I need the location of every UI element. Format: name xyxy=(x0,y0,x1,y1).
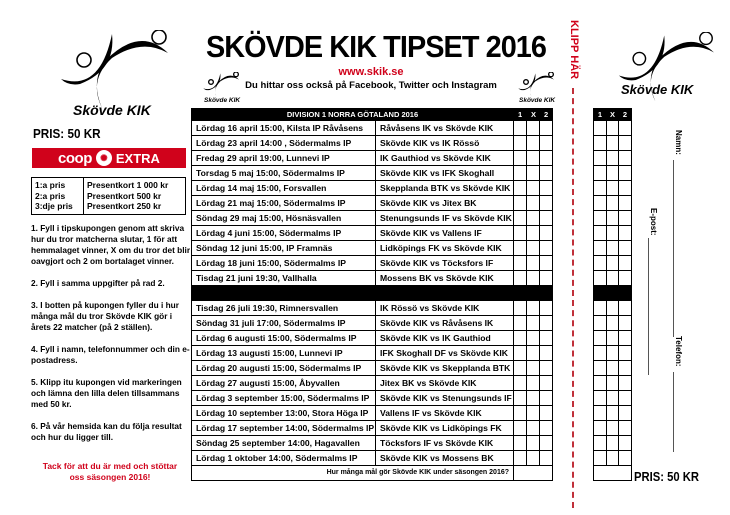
fixture-date: Lördag 14 maj 15:00, Forsvallen xyxy=(192,181,376,196)
sponsor-extra-text: EXTRA xyxy=(115,150,160,166)
goals-answer-field[interactable] xyxy=(514,466,553,481)
stub-pick-checkbox-x[interactable] xyxy=(607,451,619,466)
prize-value: Presentkort 250 kr xyxy=(87,201,162,211)
fixture-row xyxy=(192,451,553,466)
fixture-row xyxy=(192,421,553,436)
pick-checkbox-1[interactable] xyxy=(514,151,527,166)
col-1-header: 1 xyxy=(514,109,527,121)
stub-pick-checkbox-x[interactable] xyxy=(607,346,619,361)
cut-here-text: KLIPP HÄR xyxy=(568,20,580,80)
pick-checkbox-x[interactable] xyxy=(527,166,540,181)
stub-row xyxy=(594,331,632,346)
stub-pick-checkbox-x[interactable] xyxy=(607,316,619,331)
fixture-row xyxy=(192,316,553,331)
pick-checkbox-1[interactable] xyxy=(514,316,527,331)
coop-emblem-icon: ✺ xyxy=(96,150,112,166)
club-name-logo-text: Skövde KIK xyxy=(519,97,556,104)
fixture-match: Skövde KIK vs Jitex BK xyxy=(376,196,514,211)
fixture-header-row xyxy=(192,109,553,121)
fixture-date: Lördag 1 oktober 14:00, Södermalms IP xyxy=(192,451,376,466)
stub-pick-checkbox-1[interactable] xyxy=(594,271,607,286)
pick-checkbox-2[interactable] xyxy=(540,241,553,256)
col-2-header: 2 xyxy=(540,109,553,121)
pick-checkbox-1[interactable] xyxy=(514,121,527,136)
stub-pick-checkbox-2[interactable] xyxy=(619,436,632,451)
fixture-row xyxy=(192,166,553,181)
pick-checkbox-1[interactable] xyxy=(514,226,527,241)
stub-pick-checkbox-1[interactable] xyxy=(594,376,607,391)
stub-header-row xyxy=(594,109,632,121)
pick-checkbox-2[interactable] xyxy=(540,121,553,136)
pick-checkbox-1[interactable] xyxy=(514,181,527,196)
prize-table xyxy=(31,177,186,215)
stub-row xyxy=(594,211,632,226)
pick-checkbox-1[interactable] xyxy=(514,271,527,286)
fixture-match: Skövde KIK vs IK Rössö xyxy=(376,136,514,151)
stub-row xyxy=(594,361,632,376)
fixture-match: IK Rössö vs Skövde KIK xyxy=(376,301,514,316)
pick-checkbox-1[interactable] xyxy=(514,196,527,211)
col-x-header: X xyxy=(527,109,540,121)
fixture-row xyxy=(192,331,553,346)
prize-row xyxy=(32,178,186,215)
stub-pick-checkbox-2[interactable] xyxy=(619,256,632,271)
club-logo-large-right xyxy=(588,32,728,112)
fixture-date: Lördag 20 augusti 15:00, Södermalms IP xyxy=(192,361,376,376)
stub-table xyxy=(593,108,632,481)
fixture-row xyxy=(192,136,553,151)
pick-checkbox-2[interactable] xyxy=(540,436,553,451)
name-field-line[interactable] xyxy=(673,160,674,337)
fixture-row xyxy=(192,346,553,361)
stub-row xyxy=(594,421,632,436)
stub-pick-checkbox-2[interactable] xyxy=(619,136,632,151)
fixture-row xyxy=(192,151,553,166)
stub-pick-checkbox-2[interactable] xyxy=(619,241,632,256)
instruction-item: 3. I botten på kupongen fyller du i hur många mål du tror Skövde KIK gör i årets 22 matcher (på 2 ställen). xyxy=(31,300,179,332)
pick-checkbox-2[interactable] xyxy=(540,151,553,166)
pick-checkbox-2[interactable] xyxy=(540,331,553,346)
fixture-date: Söndag 25 september 14:00, Hagavallen xyxy=(192,436,376,451)
stub-pick-checkbox-2[interactable] xyxy=(619,376,632,391)
stub-pick-checkbox-x[interactable] xyxy=(607,406,619,421)
division-header: DIVISION 1 NORRA GÖTALAND 2016 xyxy=(192,109,514,121)
cut-line xyxy=(572,88,574,508)
stub-row xyxy=(594,451,632,466)
stub-pick-checkbox-1[interactable] xyxy=(594,316,607,331)
fixture-date: Lördag 6 augusti 15:00, Södermalms IP xyxy=(192,331,376,346)
fixture-row xyxy=(192,196,553,211)
pick-checkbox-2[interactable] xyxy=(540,361,553,376)
pick-checkbox-x[interactable] xyxy=(527,421,540,436)
sponsor-coop-text: coop xyxy=(58,149,92,167)
instruction-item: 1. Fyll i tipskupongen genom att skriva hur du tror matcherna slutar, 1 för att hemmalaget vinner, X om du tror det blir oavgjort och 2 om bortalaget vinner. xyxy=(31,223,191,266)
fixture-date: Torsdag 5 maj 15:00, Södermalms IP xyxy=(192,166,376,181)
thank-you-message xyxy=(30,461,190,483)
fixture-match: Skepplanda BTK vs Skövde KIK xyxy=(376,181,514,196)
stub-col-x-header: X xyxy=(607,109,619,121)
pick-checkbox-2[interactable] xyxy=(540,406,553,421)
pick-checkbox-2[interactable] xyxy=(540,196,553,211)
instructions xyxy=(31,223,191,454)
fixture-row xyxy=(192,181,553,196)
pick-checkbox-2[interactable] xyxy=(540,226,553,241)
stub-pick-checkbox-1[interactable] xyxy=(594,181,607,196)
fixture-table xyxy=(191,108,553,481)
fixture-date: Lördag 10 september 13:00, Stora Höga IP xyxy=(192,406,376,421)
fixture-match: Stenungsunds IF vs Skövde KIK xyxy=(376,211,514,226)
pick-checkbox-1[interactable] xyxy=(514,211,527,226)
stub-pick-checkbox-x[interactable] xyxy=(607,166,619,181)
pick-checkbox-2[interactable] xyxy=(540,451,553,466)
pick-checkbox-2[interactable] xyxy=(540,256,553,271)
price-label: PRIS: 50 KR xyxy=(33,126,101,141)
pick-checkbox-2[interactable] xyxy=(540,271,553,286)
stub-pick-checkbox-2[interactable] xyxy=(619,211,632,226)
stub-pick-checkbox-1[interactable] xyxy=(594,301,607,316)
fixture-match: Skövde KIK vs Skepplanda BTK xyxy=(376,361,514,376)
stub-pick-checkbox-x[interactable] xyxy=(607,421,619,436)
stub-pick-checkbox-2[interactable] xyxy=(619,196,632,211)
goals-question-row xyxy=(192,466,553,481)
fixture-date: Lördag 21 maj 15:00, Södermalms IP xyxy=(192,196,376,211)
fixture-date: Fredag 29 april 19:00, Lunnevi IP xyxy=(192,151,376,166)
stub-row xyxy=(594,316,632,331)
stub-pick-checkbox-x[interactable] xyxy=(607,361,619,376)
fixture-date: Lördag 13 augusti 15:00, Lunnevi IP xyxy=(192,346,376,361)
pick-checkbox-x[interactable] xyxy=(527,436,540,451)
instruction-item: 6. På vår hemsida kan du följa resultat och hur du ligger till. xyxy=(31,421,182,442)
stub-pick-checkbox-2[interactable] xyxy=(619,226,632,241)
stub-pick-checkbox-2[interactable] xyxy=(619,331,632,346)
fixture-date: Söndag 31 juli 17:00, Södermalms IP xyxy=(192,316,376,331)
stub-row xyxy=(594,196,632,211)
stub-col-1-header: 1 xyxy=(594,109,607,121)
stub-goals-row xyxy=(594,466,632,481)
prize-values xyxy=(84,178,186,215)
stub-pick-checkbox-x[interactable] xyxy=(607,136,619,151)
page-title: SKÖVDE KIK TIPSET 2016 xyxy=(205,29,547,64)
fixture-match: Skövde KIK vs Lidköpings FK xyxy=(376,421,514,436)
fixture-date: Tisdag 26 juli 19:30, Rimnersvallen xyxy=(192,301,376,316)
stub-pick-checkbox-1[interactable] xyxy=(594,226,607,241)
fixture-row xyxy=(192,436,553,451)
instruction-item: 4. Fyll i namn, telefonnummer och din e-postadress. xyxy=(31,344,190,365)
name-field-label: Namn: xyxy=(674,130,683,155)
pick-checkbox-2[interactable] xyxy=(540,181,553,196)
phone-field-line[interactable] xyxy=(673,372,674,452)
pick-checkbox-x[interactable] xyxy=(527,361,540,376)
stub-row xyxy=(594,181,632,196)
pick-checkbox-1[interactable] xyxy=(514,406,527,421)
prize-places xyxy=(32,178,84,215)
stub-pick-checkbox-x[interactable] xyxy=(607,196,619,211)
thank-you-line: oss säsongen 2016! xyxy=(69,472,151,482)
fixture-match: Skövde KIK vs Råvåsens IK xyxy=(376,316,514,331)
sponsor-logo-coop-extra xyxy=(32,148,186,168)
pick-checkbox-1[interactable] xyxy=(514,421,527,436)
stub-pick-checkbox-2[interactable] xyxy=(619,301,632,316)
social-media-text: Du hittar oss också på Facebook, Twitter och Instagram xyxy=(245,80,497,91)
stub-pick-checkbox-x[interactable] xyxy=(607,151,619,166)
pick-checkbox-2[interactable] xyxy=(540,301,553,316)
stub-row xyxy=(594,271,632,286)
fixture-date: Lördag 18 juni 15:00, Södermalms IP xyxy=(192,256,376,271)
stub-pick-checkbox-1[interactable] xyxy=(594,166,607,181)
pick-checkbox-1[interactable] xyxy=(514,376,527,391)
pick-checkbox-x[interactable] xyxy=(527,391,540,406)
stub-season-break-cell xyxy=(594,286,632,301)
fixture-date: Lördag 17 september 14:00, Södermalms IP xyxy=(192,421,376,436)
stub-pick-checkbox-2[interactable] xyxy=(619,121,632,136)
prize-place: 3:dje pris xyxy=(35,201,73,211)
stub-pick-checkbox-2[interactable] xyxy=(619,421,632,436)
stub-pick-checkbox-x[interactable] xyxy=(607,436,619,451)
stub-row xyxy=(594,151,632,166)
stub-pick-checkbox-x[interactable] xyxy=(607,391,619,406)
season-break-bar xyxy=(192,286,553,301)
fixture-match: Råvåsens IK vs Skövde KIK xyxy=(376,121,514,136)
stub-pick-checkbox-2[interactable] xyxy=(619,151,632,166)
stub-pick-checkbox-1[interactable] xyxy=(594,241,607,256)
fixture-row xyxy=(192,391,553,406)
fixture-match: Skövde KIK vs Töcksfors IF xyxy=(376,256,514,271)
stub-row xyxy=(594,391,632,406)
website-link[interactable]: www.skik.se xyxy=(338,66,404,78)
pick-checkbox-x[interactable] xyxy=(527,331,540,346)
stub-row xyxy=(594,226,632,241)
stub-goals-answer-field[interactable] xyxy=(594,466,632,481)
fixture-date: Lördag 3 september 15:00, Södermalms IP xyxy=(192,391,376,406)
stub-pick-checkbox-1[interactable] xyxy=(594,391,607,406)
stub-pick-checkbox-2[interactable] xyxy=(619,166,632,181)
pick-checkbox-x[interactable] xyxy=(527,301,540,316)
pick-checkbox-x[interactable] xyxy=(527,121,540,136)
fixture-date: Söndag 29 maj 15:00, Hösnäsvallen xyxy=(192,211,376,226)
stub-pick-checkbox-2[interactable] xyxy=(619,361,632,376)
stub-price-label: PRIS: 50 KR xyxy=(634,470,700,484)
prize-place: 1:a pris xyxy=(35,180,66,190)
pick-checkbox-2[interactable] xyxy=(540,346,553,361)
stub-row xyxy=(594,406,632,421)
club-name-logo-text: Skövde KIK xyxy=(73,102,151,118)
stub-col-2-header: 2 xyxy=(619,109,632,121)
stub-pick-checkbox-1[interactable] xyxy=(594,196,607,211)
email-field-label: E-post: xyxy=(649,208,658,236)
pick-checkbox-x[interactable] xyxy=(527,136,540,151)
stub-pick-checkbox-x[interactable] xyxy=(607,121,619,136)
stub-pick-checkbox-2[interactable] xyxy=(619,271,632,286)
phone-field-label: Telefon: xyxy=(674,336,683,367)
fixture-match: Lidköpings FK vs Skövde KIK xyxy=(376,241,514,256)
fixture-date: Lördag 23 april 14:00 , Södermalms IP xyxy=(192,136,376,151)
stub-pick-checkbox-1[interactable] xyxy=(594,121,607,136)
stub-pick-checkbox-1[interactable] xyxy=(594,151,607,166)
pick-checkbox-2[interactable] xyxy=(540,376,553,391)
pick-checkbox-2[interactable] xyxy=(540,316,553,331)
stub-pick-checkbox-1[interactable] xyxy=(594,361,607,376)
fixture-match: IFK Skoghall DF vs Skövde KIK xyxy=(376,346,514,361)
club-logo-large-left xyxy=(30,30,180,120)
stub-pick-checkbox-x[interactable] xyxy=(607,376,619,391)
fixture-row xyxy=(192,271,553,286)
pick-checkbox-1[interactable] xyxy=(514,166,527,181)
pick-checkbox-x[interactable] xyxy=(527,271,540,286)
stub-pick-checkbox-2[interactable] xyxy=(619,406,632,421)
stub-pick-checkbox-x[interactable] xyxy=(607,301,619,316)
fixture-match: Skövde KIK vs IK Gauthiod xyxy=(376,331,514,346)
stub-pick-checkbox-1[interactable] xyxy=(594,211,607,226)
stub-pick-checkbox-x[interactable] xyxy=(607,211,619,226)
stub-pick-checkbox-1[interactable] xyxy=(594,256,607,271)
pick-checkbox-2[interactable] xyxy=(540,166,553,181)
pick-checkbox-2[interactable] xyxy=(540,136,553,151)
fixture-match: Mossens BK vs Skövde KIK xyxy=(376,271,514,286)
instruction-item: 2. Fyll i samma uppgifter på rad 2. xyxy=(31,278,165,288)
pick-checkbox-x[interactable] xyxy=(527,451,540,466)
pick-checkbox-x[interactable] xyxy=(527,196,540,211)
pick-checkbox-2[interactable] xyxy=(540,211,553,226)
pick-checkbox-x[interactable] xyxy=(527,211,540,226)
fixture-row xyxy=(192,376,553,391)
goals-question: Hur många mål gör Skövde KIK under säsongen 2016? xyxy=(192,466,514,481)
stub-pick-checkbox-x[interactable] xyxy=(607,256,619,271)
cut-here-label xyxy=(562,20,582,90)
fixture-date: Lördag 27 augusti 15:00, Åbyvallen xyxy=(192,376,376,391)
stub-row xyxy=(594,346,632,361)
club-emblem-icon xyxy=(588,32,728,112)
pick-checkbox-2[interactable] xyxy=(540,421,553,436)
pick-checkbox-x[interactable] xyxy=(527,226,540,241)
fixture-match: Skövde KIK vs Vallens IF xyxy=(376,226,514,241)
fixture-date: Söndag 12 juni 15:00, IP Framnäs xyxy=(192,241,376,256)
email-field-line[interactable] xyxy=(648,238,649,375)
stub-row xyxy=(594,256,632,271)
pick-checkbox-x[interactable] xyxy=(527,241,540,256)
pick-checkbox-x[interactable] xyxy=(527,346,540,361)
stub-row xyxy=(594,301,632,316)
stub-pick-checkbox-1[interactable] xyxy=(594,136,607,151)
fixture-row xyxy=(192,226,553,241)
stub-row xyxy=(594,241,632,256)
stub-pick-checkbox-2[interactable] xyxy=(619,346,632,361)
fixture-match: Skövde KIK vs Mossens BK xyxy=(376,451,514,466)
fixture-row xyxy=(192,301,553,316)
fixture-date: Lördag 4 juni 15:00, Södermalms IP xyxy=(192,226,376,241)
fixture-match: IK Gauthiod vs Skövde KIK xyxy=(376,151,514,166)
fixture-match: Skövde KIK vs Stenungsunds IF xyxy=(376,391,514,406)
fixture-row xyxy=(192,211,553,226)
stub-pick-checkbox-1[interactable] xyxy=(594,406,607,421)
stub-pick-checkbox-x[interactable] xyxy=(607,241,619,256)
pick-checkbox-1[interactable] xyxy=(514,361,527,376)
stub-row xyxy=(594,166,632,181)
pick-checkbox-1[interactable] xyxy=(514,136,527,151)
pick-checkbox-1[interactable] xyxy=(514,391,527,406)
stub-row xyxy=(594,121,632,136)
prize-value: Presentkort 500 kr xyxy=(87,190,162,201)
stub-pick-checkbox-x[interactable] xyxy=(607,331,619,346)
pick-checkbox-x[interactable] xyxy=(527,376,540,391)
stub-season-break-bar xyxy=(594,286,632,301)
club-name-logo-text: Skövde KIK xyxy=(621,82,694,97)
pick-checkbox-2[interactable] xyxy=(540,391,553,406)
fixture-row xyxy=(192,256,553,271)
pick-checkbox-1[interactable] xyxy=(514,301,527,316)
pick-checkbox-1[interactable] xyxy=(514,436,527,451)
fixture-row xyxy=(192,361,553,376)
prize-value: Presentkort 1 000 kr xyxy=(87,180,169,190)
stub-pick-checkbox-1[interactable] xyxy=(594,451,607,466)
pick-checkbox-x[interactable] xyxy=(527,406,540,421)
pick-checkbox-1[interactable] xyxy=(514,256,527,271)
pick-checkbox-x[interactable] xyxy=(527,256,540,271)
pick-checkbox-x[interactable] xyxy=(527,181,540,196)
stub-pick-checkbox-x[interactable] xyxy=(607,226,619,241)
pick-checkbox-x[interactable] xyxy=(527,316,540,331)
club-name-logo-text: Skövde KIK xyxy=(204,97,241,104)
fixture-match: Jitex BK vs Skövde KIK xyxy=(376,376,514,391)
stub-pick-checkbox-x[interactable] xyxy=(607,181,619,196)
fixture-date: Lördag 16 april 15:00, Kilsta IP Råvåsens xyxy=(192,121,376,136)
stub-pick-checkbox-2[interactable] xyxy=(619,181,632,196)
fixture-match: Töcksfors IF vs Skövde KIK xyxy=(376,436,514,451)
stub-pick-checkbox-1[interactable] xyxy=(594,346,607,361)
fixture-row xyxy=(192,241,553,256)
stub-row xyxy=(594,376,632,391)
fixture-row xyxy=(192,406,553,421)
stub-pick-checkbox-1[interactable] xyxy=(594,436,607,451)
prize-place: 2:a pris xyxy=(35,190,66,201)
stub-pick-checkbox-1[interactable] xyxy=(594,421,607,436)
pick-checkbox-1[interactable] xyxy=(514,331,527,346)
season-break-cell xyxy=(192,286,553,301)
pick-checkbox-x[interactable] xyxy=(527,151,540,166)
fixture-match: Vallens IF vs Skövde KIK xyxy=(376,406,514,421)
stub-row xyxy=(594,436,632,451)
stub-pick-checkbox-2[interactable] xyxy=(619,391,632,406)
pick-checkbox-1[interactable] xyxy=(514,451,527,466)
pick-checkbox-1[interactable] xyxy=(514,346,527,361)
pick-checkbox-1[interactable] xyxy=(514,241,527,256)
thank-you-line: Tack för att du är med och stöttar xyxy=(42,461,178,471)
fixture-match: Skövde KIK vs IFK Skoghall xyxy=(376,166,514,181)
fixture-row xyxy=(192,121,553,136)
stub-row xyxy=(594,136,632,151)
stub-pick-checkbox-2[interactable] xyxy=(619,451,632,466)
instruction-item: 5. Klipp itu kupongen vid markeringen och lämna den lilla delen tillsammans med 50 kr. xyxy=(31,377,182,409)
fixture-date: Tisdag 21 juni 19:30, Vallhalla xyxy=(192,271,376,286)
stub-pick-checkbox-x[interactable] xyxy=(607,271,619,286)
stub-pick-checkbox-1[interactable] xyxy=(594,331,607,346)
stub-pick-checkbox-2[interactable] xyxy=(619,316,632,331)
